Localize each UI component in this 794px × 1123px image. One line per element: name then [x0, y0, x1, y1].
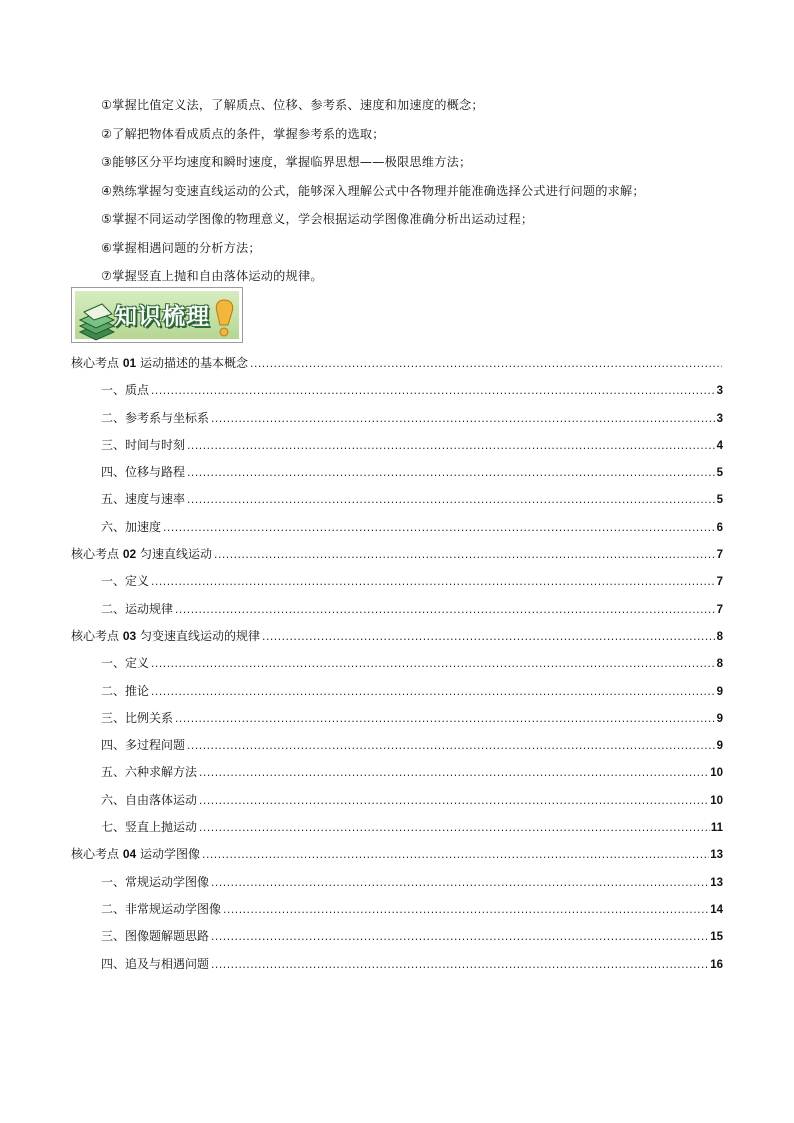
toc-leader-dots	[210, 933, 709, 943]
toc-page-number: 13	[710, 876, 723, 889]
toc-section-row[interactable]	[71, 627, 723, 654]
toc-leader-dots	[186, 496, 716, 506]
toc-subsection-row[interactable]	[71, 818, 723, 845]
toc-page-number: 5	[716, 494, 723, 507]
table-of-contents	[71, 354, 723, 982]
toc-subsection-row[interactable]	[71, 600, 723, 627]
toc-entry-title: 一、定义	[101, 656, 150, 671]
toc-subsection-row[interactable]	[71, 381, 723, 408]
toc-subsection-row[interactable]	[71, 682, 723, 709]
toc-page-number: 3	[716, 385, 723, 398]
toc-leader-dots	[222, 906, 709, 916]
toc-section-title: 运动描述的基本概念	[140, 356, 249, 370]
toc-section-row[interactable]	[71, 845, 723, 872]
toc-entry-title: 二、参考系与坐标系	[101, 410, 210, 425]
toc-subsection-row[interactable]	[71, 709, 723, 736]
toc-subsection-row[interactable]	[71, 463, 723, 490]
toc-page-number: 9	[716, 685, 723, 698]
objective-line: ④熟练掌握匀变速直线运动的公式，能够深入理解公式中各物理并能准确选择公式进行问题的求解；	[101, 183, 645, 198]
toc-leader-dots	[150, 660, 716, 670]
toc-subsection-row[interactable]	[71, 736, 723, 763]
toc-subsection-row[interactable]	[71, 572, 723, 599]
toc-page-number: 10	[710, 767, 723, 780]
toc-subsection-row[interactable]	[71, 955, 723, 982]
objective-line: ⑥掌握相遇问题的分析方法；	[101, 240, 261, 255]
toc-leader-dots	[186, 742, 716, 752]
toc-page-number: 6	[716, 521, 723, 534]
toc-section-title: 匀速直线运动	[140, 547, 213, 562]
toc-leader-dots	[186, 469, 716, 479]
toc-entry-title: 一、定义	[101, 574, 150, 589]
toc-entry-title: 六、自由落体运动	[101, 792, 198, 807]
toc-subsection-row[interactable]	[71, 490, 723, 517]
toc-section-number: 03	[122, 628, 137, 643]
toc-entry-title: 五、六种求解方法	[101, 765, 198, 780]
toc-subsection-row[interactable]	[71, 763, 723, 790]
toc-entry-title: 一、常规运动学图像	[101, 874, 210, 889]
toc-entry-title: 四、位移与路程	[101, 465, 186, 480]
objective-line: ①掌握比值定义法，了解质点、位移、参考系、速度和加速度的概念；	[101, 98, 484, 112]
toc-subsection-row[interactable]	[71, 409, 723, 436]
objective-line: ⑦掌握竖直上抛和自由落体运动的规律。	[101, 269, 323, 283]
toc-leader-dots	[186, 442, 716, 452]
toc-leader-dots	[213, 551, 716, 561]
toc-entry-title	[71, 845, 200, 862]
objective-line: ③能够区分平均速度和瞬时速度，掌握临界思想——极限思维方法；	[101, 155, 472, 169]
toc-entry-title: 二、推论	[101, 683, 150, 698]
toc-entry-title: 二、非常规运动学图像	[101, 901, 222, 916]
toc-subsection-row[interactable]	[71, 518, 723, 545]
toc-section-title: 匀变速直线运动的规律	[140, 628, 261, 643]
toc-entry-title: 六、加速度	[101, 519, 162, 534]
toc-leader-dots	[201, 851, 709, 861]
toc-section-number: 02	[122, 547, 137, 562]
toc-section-prefix: 核心考点	[71, 356, 120, 370]
learning-objectives	[101, 95, 741, 295]
toc-subsection-row[interactable]	[71, 654, 723, 681]
toc-entry-title: 四、多过程问题	[101, 738, 186, 753]
toc-entry-title: 五、速度与速率	[101, 492, 186, 507]
toc-entry-title: 七、竖直上抛运动	[101, 820, 198, 835]
toc-page-number: 9	[716, 712, 723, 725]
toc-page-number: 7	[716, 576, 723, 589]
toc-page-number: 7	[716, 603, 723, 616]
toc-section-row[interactable]	[71, 545, 723, 572]
toc-leader-dots	[249, 360, 722, 370]
toc-page-number: 4	[716, 439, 723, 452]
toc-page-number: 8	[716, 658, 723, 671]
toc-entry-title: 一、质点	[101, 383, 150, 398]
toc-subsection-row[interactable]	[71, 436, 723, 463]
toc-leader-dots	[198, 797, 709, 807]
toc-section-prefix: 核心考点	[71, 847, 120, 862]
toc-section-number: 01	[122, 356, 137, 370]
toc-leader-dots	[198, 824, 710, 834]
toc-entry-title: 四、追及与相遇问题	[101, 956, 210, 971]
toc-entry-title: 二、运动规律	[101, 601, 174, 616]
toc-leader-dots	[162, 524, 716, 534]
toc-leader-dots	[210, 415, 716, 425]
toc-page-number: 16	[710, 958, 723, 971]
toc-entry-title	[71, 627, 260, 644]
toc-entry-title: 三、图像题解题思路	[101, 929, 210, 944]
toc-page-number: 7	[716, 549, 723, 562]
toc-page-number: 13	[710, 849, 723, 862]
toc-leader-dots	[174, 606, 716, 616]
toc-subsection-row[interactable]	[71, 873, 723, 900]
banner-title: 知识梳理	[114, 304, 210, 330]
exclamation-icon	[72, 288, 244, 344]
toc-section-title: 运动学图像	[140, 847, 201, 862]
toc-page-number: 15	[710, 931, 723, 944]
toc-entry-title	[71, 354, 248, 371]
toc-page-number: 14	[710, 903, 723, 916]
toc-entry-title: 三、比例关系	[101, 710, 174, 725]
toc-page-number: 5	[716, 467, 723, 480]
toc-subsection-row[interactable]	[71, 927, 723, 954]
toc-section-number: 04	[122, 847, 137, 862]
toc-leader-dots	[210, 879, 709, 889]
toc-leader-dots	[261, 633, 716, 643]
toc-leader-dots	[210, 961, 709, 971]
toc-leader-dots	[150, 688, 716, 698]
toc-leader-dots	[150, 387, 716, 397]
toc-leader-dots	[174, 715, 716, 725]
toc-leader-dots	[150, 578, 716, 588]
toc-subsection-row[interactable]	[71, 900, 723, 927]
objective-line: ②了解把物体看成质点的条件，掌握参考系的选取；	[101, 126, 385, 141]
toc-page-number: 10	[710, 794, 723, 807]
toc-subsection-row[interactable]	[71, 791, 723, 818]
toc-leader-dots	[198, 769, 709, 779]
toc-section-row[interactable]	[71, 354, 723, 381]
toc-section-prefix: 核心考点	[71, 628, 120, 643]
toc-page-number: 3	[716, 412, 723, 425]
toc-section-prefix: 核心考点	[71, 547, 120, 562]
toc-entry-title: 三、时间与时刻	[101, 437, 186, 452]
objective-line: ⑤掌握不同运动学图像的物理意义，学会根据运动学图像准确分析出运动过程；	[101, 212, 534, 226]
knowledge-banner	[71, 287, 243, 343]
toc-page-number: 8	[716, 630, 723, 643]
toc-entry-title	[71, 545, 212, 562]
toc-page-number: 9	[716, 740, 723, 753]
toc-page-number: 11	[710, 822, 723, 835]
